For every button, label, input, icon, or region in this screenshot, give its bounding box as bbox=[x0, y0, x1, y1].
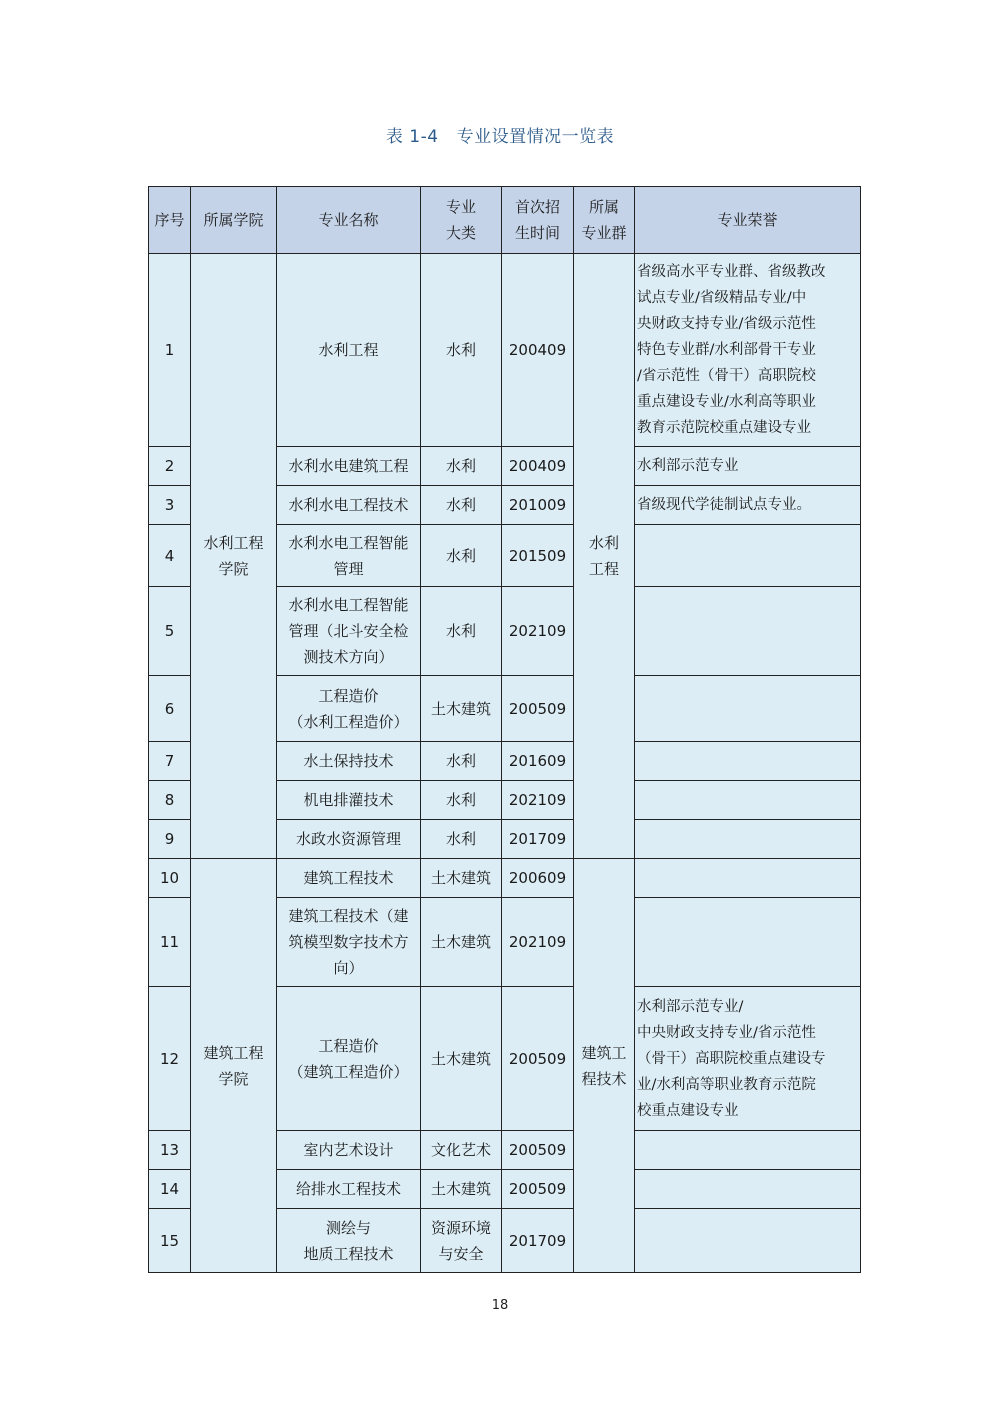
category-cell-line: 水利 bbox=[445, 791, 476, 809]
major-name-cell bbox=[277, 1170, 421, 1209]
category-cell-line: 水利 bbox=[445, 622, 476, 640]
honor-cell-line: 省级高水平专业群、省级教改 bbox=[637, 264, 826, 280]
major-name-cell-line: 水利工程 bbox=[318, 341, 379, 359]
category-cell-line: 土木建筑 bbox=[430, 933, 491, 951]
category-cell bbox=[421, 820, 502, 859]
college-cell-line: 水利工程 bbox=[203, 534, 264, 552]
seq-cell: 2 bbox=[149, 447, 191, 486]
major-name-cell-line: （水利工程造价） bbox=[288, 712, 409, 731]
honor-cell-line: 水利部示范专业/ bbox=[637, 998, 744, 1015]
honor-cell bbox=[635, 587, 861, 676]
category-cell-line: 土木建筑 bbox=[430, 1049, 491, 1068]
category-cell-line: 水利 bbox=[445, 830, 476, 848]
major-name-cell-line: 水土保持技术 bbox=[303, 752, 394, 770]
honor-cell bbox=[635, 1131, 861, 1170]
category-cell-line: 土木建筑 bbox=[430, 699, 491, 718]
major-name-cell bbox=[277, 898, 421, 987]
major-name-cell-line: 建筑工程技术（建 bbox=[288, 907, 409, 925]
honor-cell bbox=[635, 820, 861, 859]
header-year-line: 生时间 bbox=[514, 224, 560, 242]
major-name-cell-line: 工程造价 bbox=[318, 1036, 379, 1055]
major-name-cell bbox=[277, 859, 421, 898]
seq-cell: 6 bbox=[149, 676, 191, 742]
year-cell: 200409 bbox=[502, 254, 574, 447]
major-name-cell bbox=[277, 676, 421, 742]
major-name-cell bbox=[277, 254, 421, 447]
honor-cell-line: 央财政支持专业/省级示范性 bbox=[637, 316, 816, 332]
header-year-line: 首次招 bbox=[514, 198, 560, 216]
seq-cell: 3 bbox=[149, 486, 191, 525]
major-name-cell-line: 测技术方向） bbox=[303, 648, 394, 666]
header-year bbox=[502, 187, 574, 254]
seq-cell: 1 bbox=[149, 254, 191, 447]
year-cell: 200509 bbox=[502, 1170, 574, 1209]
year-cell: 200509 bbox=[502, 987, 574, 1131]
table-body bbox=[149, 254, 861, 1273]
seq-cell: 10 bbox=[149, 859, 191, 898]
seq-cell: 11 bbox=[149, 898, 191, 987]
honor-cell-line: 中央财政支持专业/省示范性 bbox=[637, 1024, 816, 1041]
major-name-cell-line: 水利水电工程智能 bbox=[288, 596, 409, 614]
year-cell: 201709 bbox=[502, 820, 574, 859]
college-cell-line: 建筑工程 bbox=[203, 1043, 264, 1062]
honor-cell bbox=[635, 987, 861, 1131]
category-cell-line: 水利 bbox=[445, 496, 476, 514]
honor-cell bbox=[635, 676, 861, 742]
category-cell bbox=[421, 742, 502, 781]
year-cell: 202109 bbox=[502, 898, 574, 987]
honor-cell bbox=[635, 254, 861, 447]
category-cell-line: 水利 bbox=[445, 752, 476, 770]
major-name-cell bbox=[277, 742, 421, 781]
seq-cell: 13 bbox=[149, 1131, 191, 1170]
table-row bbox=[149, 859, 861, 898]
honor-cell-line: 业/水利高等职业教育示范院 bbox=[637, 1076, 816, 1093]
category-cell-line: 水利 bbox=[445, 341, 476, 359]
major-name-cell bbox=[277, 587, 421, 676]
seq-cell: 9 bbox=[149, 820, 191, 859]
honor-cell bbox=[635, 525, 861, 587]
seq-cell: 14 bbox=[149, 1170, 191, 1209]
seq-cell: 7 bbox=[149, 742, 191, 781]
major-name-cell bbox=[277, 1209, 421, 1273]
group-cell bbox=[574, 254, 635, 859]
group-cell bbox=[574, 859, 635, 1273]
honor-cell-line: 水利部示范专业 bbox=[637, 458, 739, 474]
college-cell bbox=[191, 254, 277, 859]
group-cell-line: 工程 bbox=[588, 560, 619, 578]
honor-cell-line: 特色专业群/水利部骨干专业 bbox=[637, 342, 816, 358]
category-cell-line: 资源环境 bbox=[430, 1218, 491, 1237]
major-name-cell-line: 筑模型数字技术方 bbox=[288, 933, 409, 951]
category-cell-line: 土木建筑 bbox=[430, 1180, 491, 1198]
year-cell: 200509 bbox=[502, 1131, 574, 1170]
year-cell: 200509 bbox=[502, 676, 574, 742]
category-cell bbox=[421, 525, 502, 587]
major-name-cell-line: 水利水电工程技术 bbox=[288, 496, 409, 514]
major-name-cell-line: （建筑工程造价） bbox=[288, 1062, 409, 1081]
header-seq: 序号 bbox=[149, 187, 191, 254]
honor-cell bbox=[635, 1209, 861, 1273]
honor-cell bbox=[635, 1170, 861, 1209]
seq-cell: 12 bbox=[149, 987, 191, 1131]
category-cell bbox=[421, 859, 502, 898]
category-cell bbox=[421, 1131, 502, 1170]
table-caption bbox=[0, 122, 1000, 147]
category-cell bbox=[421, 1170, 502, 1209]
seq-cell: 5 bbox=[149, 587, 191, 676]
college-cell-line: 学院 bbox=[218, 560, 249, 578]
header-row bbox=[149, 187, 861, 254]
category-cell bbox=[421, 587, 502, 676]
header-group-line: 所属 bbox=[588, 198, 619, 216]
majors-table bbox=[148, 186, 861, 1273]
honor-cell bbox=[635, 859, 861, 898]
header-major: 专业名称 bbox=[277, 187, 421, 254]
category-cell bbox=[421, 486, 502, 525]
major-name-cell bbox=[277, 486, 421, 525]
year-cell: 202109 bbox=[502, 587, 574, 676]
category-cell-line: 水利 bbox=[445, 457, 476, 475]
category-cell bbox=[421, 254, 502, 447]
category-cell-line: 土木建筑 bbox=[430, 869, 491, 887]
honor-cell-line: /省示范性（骨干）高职院校 bbox=[637, 368, 816, 384]
major-name-cell-line: 室内艺术设计 bbox=[303, 1141, 394, 1159]
major-name-cell bbox=[277, 525, 421, 587]
major-name-cell-line: 地质工程技术 bbox=[303, 1244, 394, 1263]
year-cell: 201709 bbox=[502, 1209, 574, 1273]
category-cell bbox=[421, 898, 502, 987]
header-college: 所属学院 bbox=[191, 187, 277, 254]
year-cell: 200409 bbox=[502, 447, 574, 486]
college-cell-line: 学院 bbox=[218, 1069, 249, 1088]
category-cell bbox=[421, 781, 502, 820]
major-name-cell-line: 管理 bbox=[333, 559, 364, 578]
year-cell: 201609 bbox=[502, 742, 574, 781]
honor-cell-line: 教育示范院校重点建设专业 bbox=[637, 420, 811, 436]
major-name-cell bbox=[277, 447, 421, 486]
major-name-cell-line: 工程造价 bbox=[318, 686, 379, 705]
category-cell bbox=[421, 447, 502, 486]
honor-cell-line: 重点建设专业/水利高等职业 bbox=[637, 394, 816, 410]
header-category bbox=[421, 187, 502, 254]
honor-cell-line: 省级现代学徒制试点专业。 bbox=[637, 497, 811, 513]
group-cell-line: 建筑工 bbox=[581, 1043, 627, 1062]
major-name-cell-line: 建筑工程技术 bbox=[303, 869, 394, 887]
seq-cell: 8 bbox=[149, 781, 191, 820]
major-name-cell bbox=[277, 820, 421, 859]
caption-number: 表 1-4 bbox=[385, 127, 439, 147]
college-cell bbox=[191, 859, 277, 1273]
category-cell-line: 水利 bbox=[445, 546, 476, 565]
seq-cell: 15 bbox=[149, 1209, 191, 1273]
major-name-cell-line: 管理（北斗安全检 bbox=[288, 622, 409, 640]
honor-cell-line: 校重点建设专业 bbox=[637, 1102, 739, 1119]
major-name-cell-line: 水利水电工程智能 bbox=[288, 533, 409, 552]
category-cell-line: 文化艺术 bbox=[430, 1141, 491, 1159]
honor-cell bbox=[635, 898, 861, 987]
category-cell-line: 与安全 bbox=[438, 1244, 484, 1263]
major-name-cell-line: 水政水资源管理 bbox=[295, 830, 401, 848]
category-cell bbox=[421, 676, 502, 742]
header-category-line: 专业 bbox=[445, 198, 476, 216]
category-cell bbox=[421, 987, 502, 1131]
honor-cell bbox=[635, 781, 861, 820]
major-name-cell-line: 测绘与 bbox=[325, 1218, 371, 1237]
category-cell bbox=[421, 1209, 502, 1273]
seq-cell: 4 bbox=[149, 525, 191, 587]
honor-cell bbox=[635, 447, 861, 486]
major-name-cell bbox=[277, 1131, 421, 1170]
header-honor: 专业荣誉 bbox=[635, 187, 861, 254]
major-name-cell-line: 向） bbox=[333, 959, 364, 977]
major-name-cell-line: 水利水电建筑工程 bbox=[288, 457, 409, 475]
major-name-cell-line: 给排水工程技术 bbox=[295, 1180, 401, 1198]
major-name-cell bbox=[277, 987, 421, 1131]
header-group bbox=[574, 187, 635, 254]
caption-title: 专业设置情况一览表 bbox=[456, 127, 615, 147]
page-number: 18 bbox=[491, 1298, 509, 1313]
honor-cell bbox=[635, 742, 861, 781]
year-cell: 202109 bbox=[502, 781, 574, 820]
honor-cell-line: 试点专业/省级精品专业/中 bbox=[637, 290, 807, 306]
header-category-line: 大类 bbox=[445, 224, 476, 242]
year-cell: 201509 bbox=[502, 525, 574, 587]
table-row bbox=[149, 254, 861, 447]
group-cell-line: 水利 bbox=[588, 534, 619, 552]
major-name-cell-line: 机电排灌技术 bbox=[303, 791, 394, 809]
header-group-line: 专业群 bbox=[581, 224, 627, 242]
honor-cell-line: （骨干）高职院校重点建设专 bbox=[637, 1050, 826, 1067]
year-cell: 201009 bbox=[502, 486, 574, 525]
major-name-cell bbox=[277, 781, 421, 820]
honor-cell bbox=[635, 486, 861, 525]
year-cell: 200609 bbox=[502, 859, 574, 898]
group-cell-line: 程技术 bbox=[581, 1069, 627, 1088]
